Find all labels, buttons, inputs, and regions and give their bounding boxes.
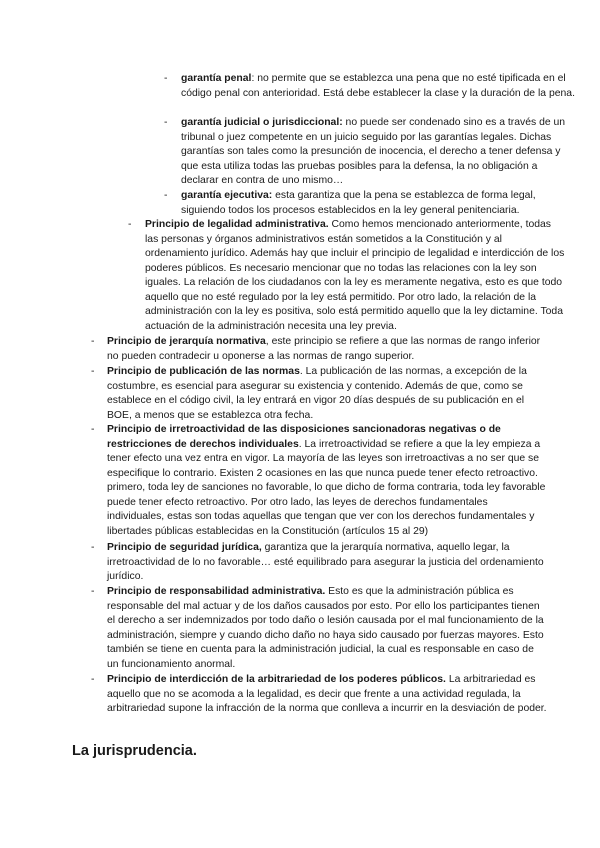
item-text: . La publicación de las normas, a excepción de la costumbre, es esencial para asegurar su existencia y contenido. Además de que, como se establece en el código civil, la ley entrará en vigor 20 días después de su publicación en el BOE, a menos que se establezca otra fecha.	[107, 366, 527, 421]
section-heading: La jurisprudencia.	[72, 743, 197, 759]
list-item-legalidad-administrativa	[145, 218, 565, 334]
item-text: . La irretroactividad se refiere a que la ley empieza a tener efecto una vez entra en vigor. La mayoría de las leyes son irretroactivas a no ser que se especifique lo contrario. Existen 2 ocasiones en las que nunca puede tener efecto retroactivo. primero, toda ley de sanciones no favorable, lo que dicho de forma contraria, toda ley favorable puede tener efecto retroactivo. Por otro lado, las leyes de derechos fundamentales individuales, estas son todas aquellas que tengan que ver con los derechos fundamentales y libertades públicas establecidas en la Constitución (artículos 15 al 29)	[107, 438, 546, 537]
item-title: Principio de jerarquía normativa	[107, 336, 266, 347]
list-dash: -	[164, 117, 168, 128]
list-item-jerarquia-normativa	[107, 335, 547, 364]
list-dash: -	[91, 366, 95, 377]
item-text: garantiza que la jerarquía normativa, aquello legar, la irretroactividad de lo no favorable… esté equilibrado para asegurar la justicia del ordenamiento jurídico.	[107, 542, 544, 582]
list-dash: -	[128, 219, 132, 230]
item-text: Esto es que la administración pública es responsable del mal actuar y de los daños causados por esto. Por ello los participantes tienen el derecho a ser indemnizados por todo daño o lesión causada por el mal funcionamiento de la administración, siempre y cuando dicho daño no haya sido causado por fuerzas mayores. Esto también se tiene en cuenta para la administración judicial, la cual es responsable en caso de un funcionamiento anormal.	[107, 586, 544, 670]
item-title: garantía judicial o jurisdiccional:	[181, 117, 343, 128]
item-text: esta garantiza que la pena se establezca de forma legal, siguiendo todos los procesos establecidos en la ley general penitenciaria.	[181, 190, 536, 216]
item-text: , este principio se refiere a que las normas de rango inferior no pueden contradecir u oponerse a las normas de rango superior.	[107, 336, 541, 362]
list-dash: -	[91, 674, 95, 685]
item-text: La arbitrariedad es aquello que no se acomoda a la legalidad, es decir que frente a una actividad regulada, la arbitrariedad supone la infracción de la norma que conlleva a incurrir en la desviación de poder.	[107, 674, 547, 714]
list-item-publicacion-normas	[107, 365, 547, 423]
item-text: Como hemos mencionado anteriormente, todas las personas y órganos administrativos están sometidos a la Constitución y al ordenamiento jurídico. Además hay que incluir el principio de legalidad e interdicción de los poderes públicos. Es necesario mencionar que no todas las relaciones con la ley son iguales. La relación de los ciudadanos con la ley es meramente negativa, esto es que todo aquello que no esté regulado por la ley está permitido. Por otro lado, la relación de la administración con la ley es positiva, solo está permitido aquello que la ley dictamine. Toda actuación de la administración necesita una ley previa.	[145, 219, 565, 332]
item-title: Principio de legalidad administrativa.	[145, 219, 329, 230]
list-item-garantia-ejecutiva	[181, 189, 576, 218]
item-title: Principio de publicación de las normas	[107, 366, 300, 377]
list-item-irretroactividad	[107, 423, 547, 539]
item-title: Principio de responsabilidad administrativa.	[107, 586, 326, 597]
list-item-garantia-judicial	[181, 116, 576, 189]
item-title: garantía penal	[181, 73, 252, 84]
item-text: no puede ser condenado sino es a través de un tribunal o juez competente en un juicio seguido por las garantías legales. Dichas garantías son tales como la presunción de inocencia, el derecho a tener defensa y que esta utiliza todas las pruebas posibles para la defensa, la no obligación a declarar en contra de uno mismo…	[181, 117, 566, 186]
list-dash: -	[164, 73, 168, 84]
list-dash: -	[164, 190, 168, 201]
item-text: : no permite que se establezca una pena que no esté tipificada en el código penal con anterioridad. Está debe establecer la clase y la duración de la pena.	[181, 73, 575, 99]
list-dash: -	[91, 336, 95, 347]
item-title: garantía ejecutiva:	[181, 190, 273, 201]
list-item-responsabilidad-administrativa	[107, 585, 547, 672]
list-dash: -	[91, 542, 95, 553]
item-title: Principio de seguridad jurídica,	[107, 542, 262, 553]
item-title: Principio de irretroactividad de las disposiciones sancionadoras negativas o de restricciones de derechos individuales	[107, 424, 501, 450]
list-item-seguridad-juridica	[107, 541, 547, 585]
list-item-garantia-penal	[181, 72, 576, 101]
list-dash: -	[91, 586, 95, 597]
list-dash: -	[91, 424, 95, 435]
item-title: Principio de interdicción de la arbitrariedad de los poderes públicos.	[107, 674, 446, 685]
list-item-interdiccion-arbitrariedad	[107, 673, 547, 717]
